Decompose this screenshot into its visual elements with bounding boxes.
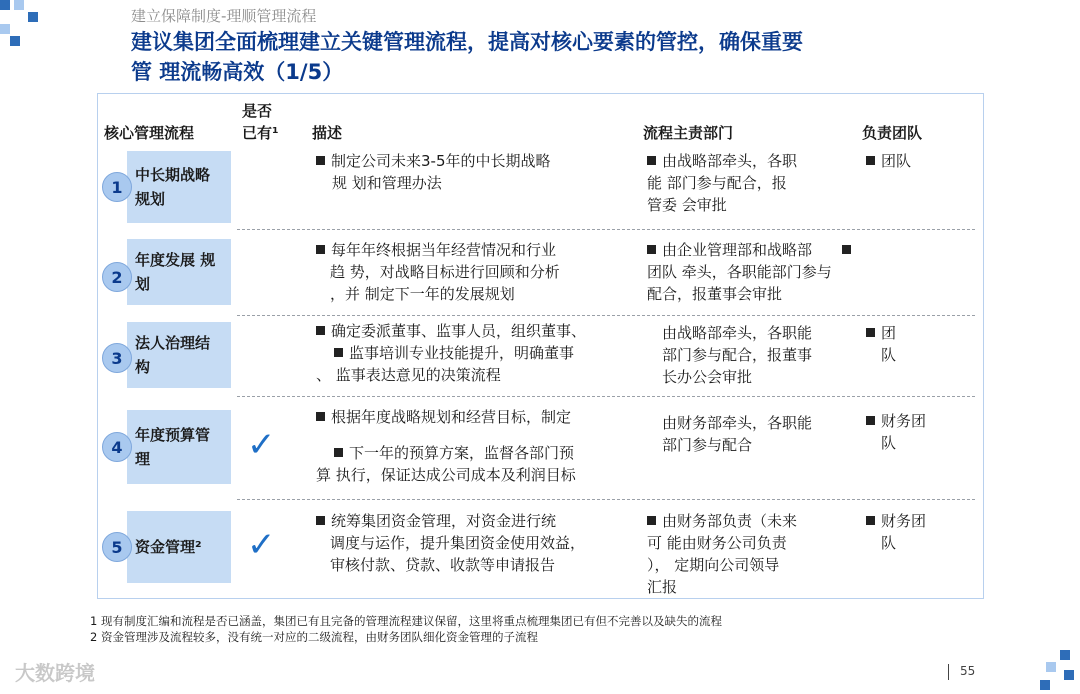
row-4-dept: 由财务部牵头，各职能 部门参与配合 [662, 414, 813, 454]
row-1-team: 团队 [866, 150, 966, 172]
row-3-team: 团 队 [866, 322, 966, 366]
row-2-desc: 每年年终根据当年经营情况和行业 趋 势，对战略目标进行回顾和分析 ，并 制定下一年的发展规划 [316, 239, 641, 305]
col-header-dept: 流程主责部门 [643, 124, 734, 142]
process-label-4: 年度预算管理 [127, 410, 231, 484]
footnote-2: 2 资金管理涉及流程较多，没有统一对应的二级流程，由财务团队细化资金管理的子流程 [90, 630, 538, 644]
row-number-badge: 4 [102, 432, 132, 462]
row-number-badge: 5 [102, 532, 132, 562]
decor-square [1064, 670, 1074, 680]
process-label-1: 中长期战略规划 [127, 151, 231, 223]
check-mark-icon: ✓ [247, 525, 276, 565]
row-5-team: 财务团 队 [866, 510, 966, 554]
decor-square [0, 0, 10, 10]
row-divider [237, 229, 975, 230]
col-header-process: 核心管理流程 [104, 124, 195, 142]
process-label-5: 资金管理² [127, 511, 231, 583]
decor-square [1060, 650, 1070, 660]
decor-square [1046, 662, 1056, 672]
decor-square [14, 0, 24, 10]
col-header-team: 负责团队 [862, 124, 923, 142]
row-4-desc: 根据年度战略规划和经营目标，制定 下一年的预算方案，监督各部门预 算 执行，保证达成公司成本及利润目标 [316, 408, 576, 484]
row-3-dept: 由战略部牵头，各职能 部门参与配合，报董事 长办公会审批 [662, 324, 813, 386]
col-header-exists: 是否 已有¹ [242, 102, 279, 142]
row-4-team: 财务团 队 [866, 410, 966, 454]
title-line-1: 建议集团全面梳理建立关键管理流程，提高对核心要素的管控，确保重要 [131, 30, 803, 54]
row-2-dept: 由企业管理部和战略部 团队 牵头，各职能部门参与 配合，报董事会审批 [647, 239, 897, 305]
footnote-1: 1 现有制度汇编和流程是否已涵盖，集团已有且完备的管理流程建议保留，这里将重点梳理集团已有但不完善以及缺失的流程 [90, 614, 722, 628]
row-number-badge: 3 [102, 343, 132, 373]
page-title [131, 27, 971, 87]
row-5-desc: 统筹集团资金管理，对资金进行统 调度与运作，提升集团资金使用效益， 审核付款、贷款、收款等申请报告 [316, 510, 646, 576]
row-5-dept: 由财务部负责（未来 可 能由财务公司负责 ）， 定期向公司领导 汇报 [647, 512, 798, 596]
row-divider [237, 499, 975, 500]
title-line-2: 管 理流畅高效（1/5） [131, 60, 344, 84]
decor-square [28, 12, 38, 22]
row-divider [237, 396, 975, 397]
decor-square [0, 24, 10, 34]
row-number-badge: 2 [102, 262, 132, 292]
decor-square [1040, 680, 1050, 690]
row-3-desc: 确定委派董事、监事人员，组织董事、 监事培训专业技能提升，明确董事 、 监事表达意见的决策流程 [316, 322, 587, 384]
row-number-badge: 1 [102, 172, 132, 202]
row-1-desc: 制定公司未来3-5年的中长期战略 规 划和管理办法 [316, 150, 641, 194]
row-divider [237, 315, 975, 316]
process-label-2: 年度发展 规划 [127, 239, 231, 305]
watermark-logo: 大数跨境 [15, 661, 95, 685]
col-header-desc: 描述 [312, 124, 343, 142]
section-subtitle: 建立保障制度-理顺管理流程 [131, 7, 317, 25]
process-label-3: 法人治理结构 [127, 322, 231, 388]
decor-square [10, 36, 20, 46]
check-mark-icon: ✓ [247, 425, 276, 465]
page-number-divider [948, 664, 949, 680]
row-1-dept: 由战略部牵头，各职 能 部门参与配合，报 管委 会审批 [647, 152, 798, 214]
page-number: 55 [960, 664, 976, 678]
